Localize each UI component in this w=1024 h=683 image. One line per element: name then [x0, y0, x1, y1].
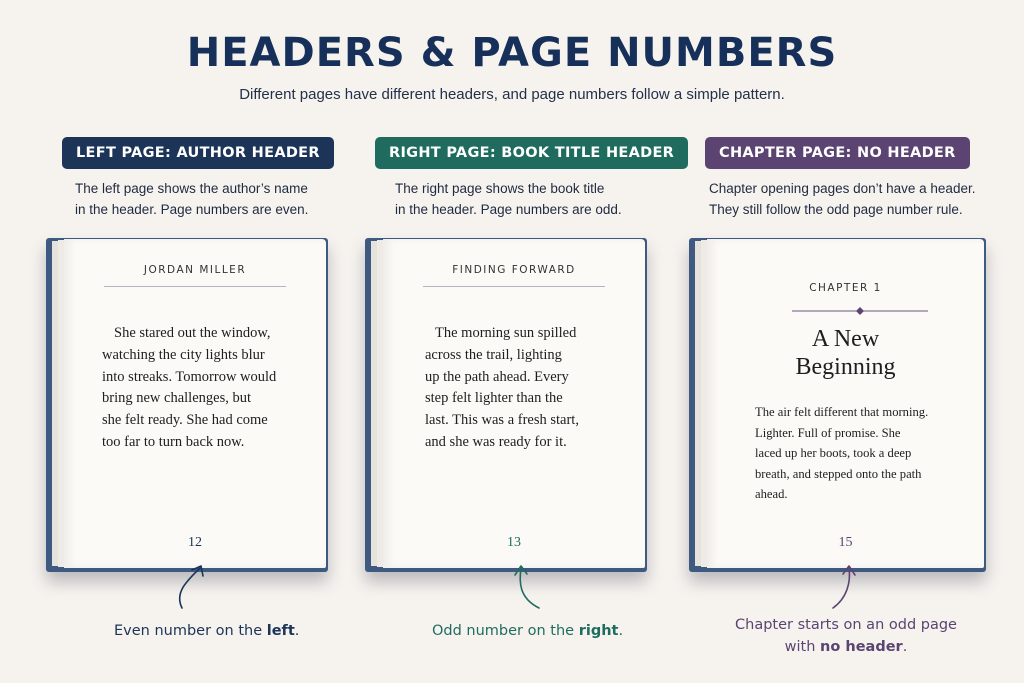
book-chapter-page [689, 238, 986, 572]
page-title: HEADERS & PAGE NUMBERS [186, 30, 838, 76]
left-page-note: Even number on the left. [114, 623, 300, 639]
arrow-up-icon [825, 560, 865, 612]
page-body-text: The air felt different that morning. Lighter. Full of promise. She laced up her boots, took a deep breath, and stepped onto the path ahead. [755, 405, 929, 501]
chapter-page-note: Chapter starts on an odd page with no header. [735, 617, 957, 655]
page-body-text: She stared out the window, watching the city lights blur into streaks. Tomorrow would bring new challenges, but she felt ready. She had come too far to turn back now. [102, 325, 277, 450]
chapter-title: A New Beginning [795, 326, 896, 380]
book-title-header: FINDING FORWARD [452, 264, 576, 276]
arrow-up-icon [505, 560, 545, 612]
page-number: 13 [507, 535, 521, 550]
book-right-page [365, 238, 647, 572]
arrow-up-icon [170, 560, 220, 612]
author-header: JORDAN MILLER [143, 264, 247, 276]
right-page-label: RIGHT PAGE: BOOK TITLE HEADER [375, 137, 688, 169]
right-page-note: Odd number on the right. [432, 623, 624, 639]
right-page-description: The right page shows the book title in the header. Page numbers are odd. [395, 181, 622, 217]
chapter-page-label: CHAPTER PAGE: NO HEADER [705, 137, 970, 169]
page-body-text: The morning sun spilled across the trail, lighting up the path ahead. Every step felt lighter than the last. This was a fresh start, and she was ready for it. [425, 325, 579, 450]
page-number: 15 [838, 535, 853, 550]
header-rule [423, 286, 605, 287]
book-page [383, 239, 645, 568]
chapter-label: CHAPTER 1 [809, 282, 882, 294]
header-rule [104, 286, 286, 287]
book-page [64, 239, 326, 568]
left-page-description: The left page shows the author’s name in the header. Page numbers are even. [75, 181, 309, 217]
book-page [707, 239, 984, 568]
diamond-divider-icon [792, 305, 928, 317]
page-subtitle: Different pages have different headers, and page numbers follow a simple pattern. [239, 86, 785, 103]
left-page-label: LEFT PAGE: AUTHOR HEADER [62, 137, 334, 169]
chapter-page-description: Chapter opening pages don’t have a header. They still follow the odd page number rule. [709, 181, 976, 217]
page-number: 12 [188, 535, 202, 550]
book-left-page [46, 238, 328, 572]
